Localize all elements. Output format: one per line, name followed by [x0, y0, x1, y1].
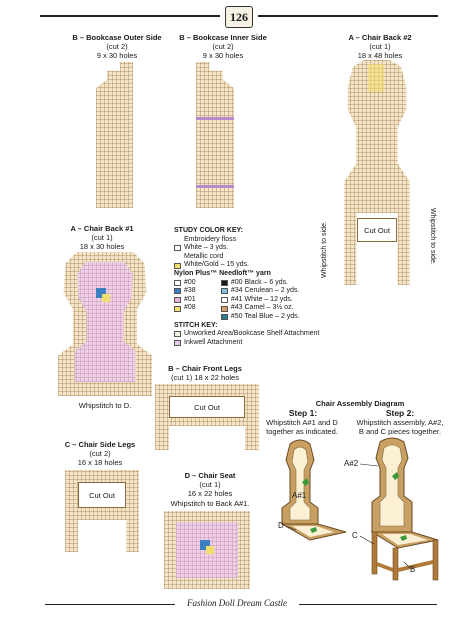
- floss-item: [174, 244, 324, 253]
- floss-head: Embroidery floss: [184, 235, 237, 243]
- yarn-swatch: [221, 314, 228, 320]
- label-a1: A#1: [292, 491, 307, 500]
- footer-title: Fashion Doll Dream Castle: [175, 598, 299, 608]
- step2-leg-front: [393, 548, 398, 580]
- chair-back2-left-note: Whipstitch to side.: [321, 221, 328, 278]
- arrow-a2: [360, 464, 378, 466]
- side-legs-title: C – Chair Side Legs: [64, 440, 136, 449]
- outer-side-title: B – Bookcase Outer Side: [72, 33, 162, 42]
- chair-back1-size: 18 x 30 holes: [79, 242, 125, 251]
- seat-note: Whipstitch to Back A#1.: [170, 499, 250, 508]
- yarn-left-item: [174, 304, 221, 313]
- yarn-code: #38: [184, 287, 196, 295]
- seat-gold-motif: [206, 546, 214, 554]
- label-d: D: [278, 521, 284, 530]
- front-legs-gap: [169, 426, 245, 450]
- metallic-head: Metallic cord: [184, 252, 224, 260]
- assembly-diagram: [262, 436, 462, 586]
- inner-side-shelf-mark-2: [196, 185, 234, 188]
- floss-item-label: White – 3 yds.: [184, 244, 229, 252]
- stitch-swatch: [174, 331, 181, 337]
- front-legs-count: (cut 1) 18 x 22 holes: [171, 373, 239, 382]
- yarn-code: #08: [184, 304, 196, 312]
- yarn-left-item: [174, 279, 221, 288]
- seat-size: 16 x 22 holes: [187, 489, 233, 498]
- metallic-item-label: White/Gold – 15 yds.: [184, 261, 249, 269]
- chair-back2-title: A – Chair Back #2: [348, 33, 412, 42]
- outer-side-count: (cut 2): [106, 42, 128, 51]
- yarn-swatch: [174, 280, 181, 286]
- chair-back2-right-note: Whipstitch to side.: [429, 208, 436, 265]
- label-b: B: [410, 565, 416, 574]
- chair-back1-count: (cut 1): [91, 233, 113, 242]
- yarn-left-item: [174, 296, 221, 305]
- chair-back1-title: A – Chair Back #1: [70, 224, 134, 233]
- step2-leg-left: [372, 532, 377, 574]
- chair-back2-count: (cut 1): [369, 42, 391, 51]
- metallic-item: [174, 261, 324, 270]
- step2-rail-front: [398, 560, 433, 572]
- yarn-right-item: [221, 304, 324, 313]
- step2-leg-right: [433, 540, 438, 580]
- header-rule-left: [40, 15, 220, 17]
- chair-back1-note: Whipstitch to D.: [78, 401, 132, 410]
- inner-side-count: (cut 2): [212, 42, 234, 51]
- inner-side-size: 9 x 30 holes: [202, 51, 244, 60]
- yarn-swatch: [174, 297, 181, 303]
- yarn-columns: [174, 279, 324, 322]
- yarn-swatch: [174, 288, 181, 294]
- yarn-swatch: [221, 288, 228, 294]
- yarn-swatch: [221, 280, 228, 286]
- stitch-label: Unworked Area/Bookcase Shelf Attachment: [184, 330, 320, 338]
- side-legs-size: 16 x 18 holes: [77, 458, 123, 467]
- step1-head: Step 1:: [288, 408, 318, 418]
- page-number: 126: [225, 6, 253, 28]
- stitch-item: [174, 330, 324, 339]
- seat-count: (cut 1): [199, 480, 221, 489]
- yarn-right-item: [221, 313, 324, 322]
- yarn-label: #34 Cerulean – 2 yds.: [230, 287, 300, 295]
- yarn-label: #41 White – 12 yds.: [230, 295, 293, 303]
- header-rule-right: [258, 15, 438, 17]
- chair-back2-size: 18 x 48 holes: [357, 51, 403, 60]
- yarn-label: #00 Black – 6 yds.: [230, 278, 289, 286]
- outer-side-piece: [96, 62, 133, 208]
- yarn-right-item: [221, 287, 324, 296]
- yarn-swatch: [174, 306, 181, 312]
- yarn-label: #43 Camel – 3½ oz.: [230, 304, 294, 312]
- inner-side-title: B – Bookcase Inner Side: [179, 33, 267, 42]
- step2-text-1: Whipstitch assembly, A#2,: [356, 418, 444, 427]
- yarn-code: #00: [184, 278, 196, 286]
- outer-side-size: 9 x 30 holes: [96, 51, 138, 60]
- step2-rail: [377, 562, 393, 572]
- yarn-left-item: [174, 287, 221, 296]
- step2-text-2: B and C pieces together.: [358, 427, 442, 436]
- yarn-right-column: [221, 279, 324, 322]
- metallic-swatch: [174, 263, 181, 269]
- yarn-swatch: [221, 297, 228, 303]
- yarn-label: #50 Teal Blue – 2 yds.: [230, 312, 300, 320]
- stitch-head: STITCH KEY:: [174, 321, 218, 329]
- chair-back2-inkwell: [368, 64, 384, 92]
- stitch-item: [174, 339, 324, 348]
- stitch-label: Inkwell Attachment: [184, 338, 243, 346]
- yarn-swatch: [221, 306, 228, 312]
- chair-back2-piece: [334, 60, 420, 285]
- yarn-code: #01: [184, 295, 196, 303]
- label-a2: A#2: [344, 459, 359, 468]
- front-legs-title: B – Chair Front Legs: [168, 364, 242, 373]
- stitch-swatch: [174, 340, 181, 346]
- color-key-title: STUDY COLOR KEY:: [174, 227, 243, 234]
- label-c: C: [352, 531, 358, 540]
- side-legs-cutout: Cut Out: [78, 482, 126, 508]
- step1-text-2: together as indicated.: [266, 427, 338, 436]
- side-legs-count: (cut 2): [89, 449, 111, 458]
- diagram-title: Chair Assembly Diagram: [315, 399, 405, 408]
- step2-chair: [372, 438, 438, 580]
- floss-swatch: [174, 245, 181, 251]
- inner-side-shelf-mark-1: [196, 117, 234, 120]
- step1-chair: [282, 440, 346, 540]
- step1-text-1: Whipstitch A#1 and D: [266, 418, 338, 427]
- yarn-head: Nylon Plus™ Needloft™ yarn: [174, 269, 271, 277]
- side-legs-gap: [78, 520, 126, 552]
- color-key: [174, 227, 324, 347]
- seat-title: D – Chair Seat: [184, 471, 236, 480]
- yarn-right-item: [221, 279, 324, 288]
- yarn-left-column: [174, 279, 221, 322]
- step2-head: Step 2:: [385, 408, 415, 418]
- chair-back1-gold-motif: [102, 294, 110, 302]
- chair-back2-cutout: Cut Out: [357, 218, 397, 242]
- front-legs-cutout: Cut Out: [169, 396, 245, 418]
